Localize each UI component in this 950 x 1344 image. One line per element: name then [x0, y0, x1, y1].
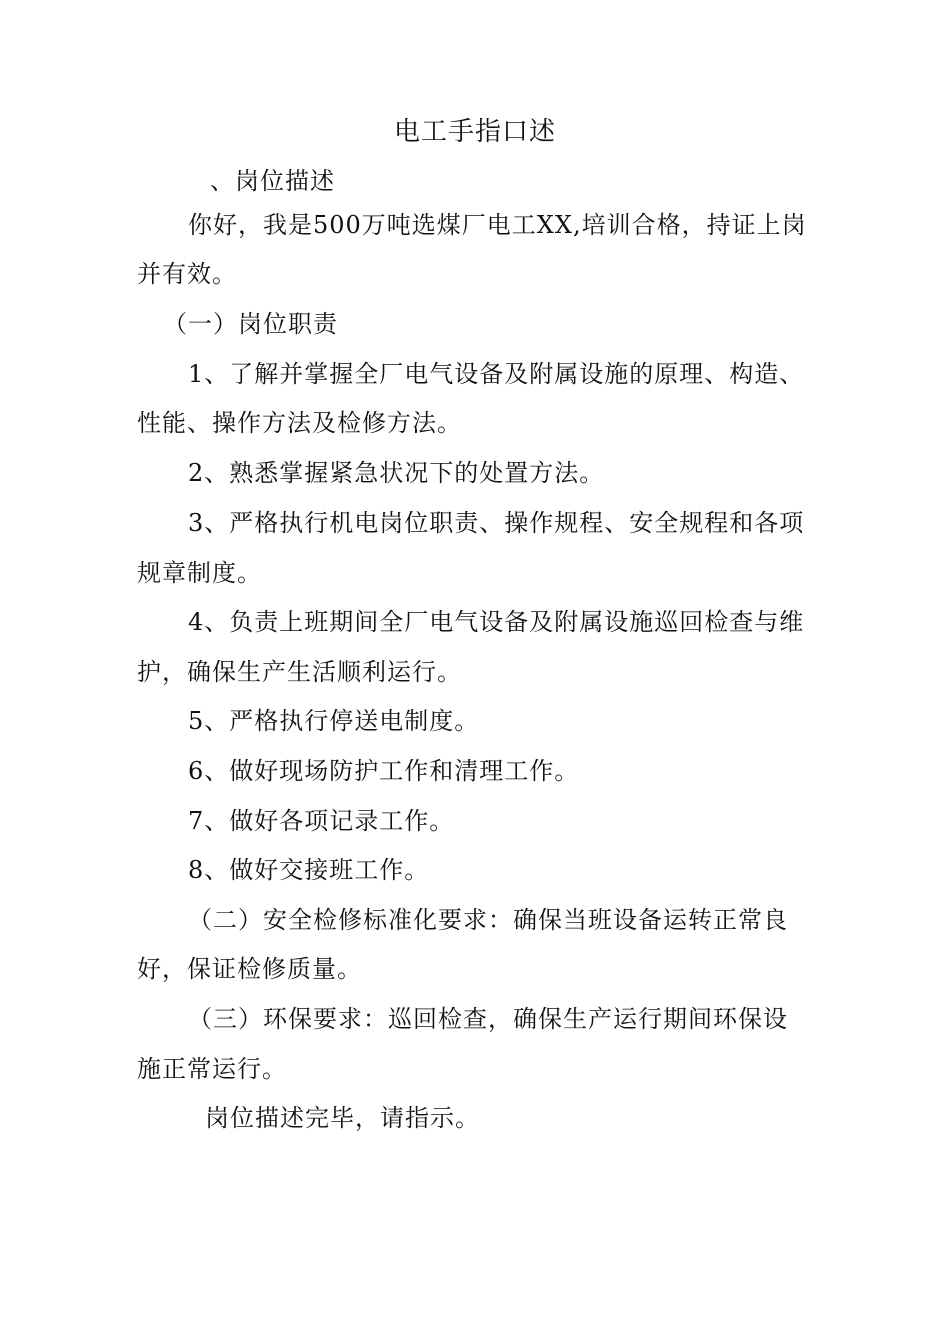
paragraph-line: 并有效。 — [137, 260, 237, 288]
list-item-continuation: 护，确保生产生活顺利运行。 — [137, 658, 462, 686]
list-item: 4、负责上班期间全厂电气设备及附属设施巡回检查与维 — [188, 608, 805, 636]
subsection-heading: （二）安全检修标准化要求：确保当班设备运转正常良 — [188, 906, 788, 934]
list-item: 3、严格执行机电岗位职责、操作规程、安全规程和各项 — [188, 509, 805, 537]
closing-line: 岗位描述完毕，请指示。 — [205, 1104, 480, 1132]
list-item: 1、了解并掌握全厂电气设备及附属设施的原理、构造、 — [188, 360, 805, 388]
list-item: 7、做好各项记录工作。 — [188, 807, 455, 835]
paragraph-line: 好，保证检修质量。 — [137, 955, 362, 983]
list-item: 2、熟悉掌握紧急状况下的处置方法。 — [188, 459, 605, 487]
paragraph-line: 你好，我是500万吨选煤厂电工XX,培训合格，持证上岗 — [188, 211, 807, 239]
list-item: 8、做好交接班工作。 — [188, 856, 430, 884]
subsection-heading: （三）环保要求：巡回检查，确保生产运行期间环保设 — [188, 1005, 788, 1033]
paragraph-line: 施正常运行。 — [137, 1055, 287, 1083]
section-heading: 、岗位描述 — [210, 167, 335, 195]
list-item: 6、做好现场防护工作和清理工作。 — [188, 757, 580, 785]
list-item: 5、严格执行停送电制度。 — [188, 707, 480, 735]
subsection-heading: （一）岗位职责 — [163, 310, 338, 338]
document-title: 电工手指口述 — [393, 117, 556, 147]
list-item-continuation: 规章制度。 — [137, 559, 262, 587]
list-item-continuation: 性能、操作方法及检修方法。 — [137, 409, 462, 437]
